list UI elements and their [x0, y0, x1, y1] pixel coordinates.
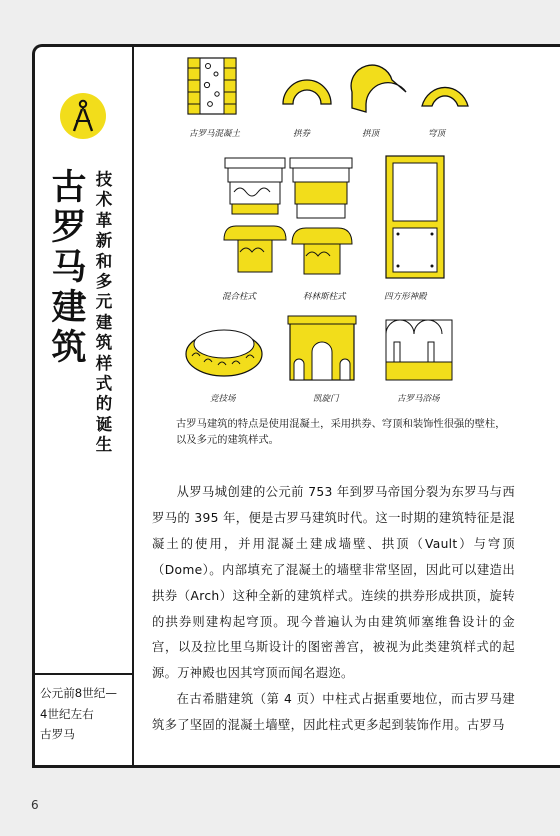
label-bath: 古罗马浴场 [397, 394, 440, 404]
square-temple-plan-illustration [386, 156, 444, 278]
body-text [152, 480, 515, 739]
era-line-3: 古罗马 [40, 727, 75, 741]
label-vault: 拱顶 [362, 129, 380, 139]
era-line-2: 4世纪左右 [40, 706, 94, 721]
arch-illustration [283, 80, 331, 104]
paragraph-1: 从罗马城创建的公元前 753 年到罗马帝国分裂为东罗马与西罗马的 395 年，便是古罗马建筑时代。这一时期的建筑特征是混凝土的使用，并用混凝土建成墙壁、拱顶（Vault）与穹顶（Dome）。内部填充了混凝土的墙壁非常坚固，因此可以建造出拱券（Arch）这种全新的建筑样式。连续的拱券形成拱顶，旋转的拱券则建构起穹顶。现今普遍认为由建筑师塞维鲁设计的金宫，以及拉比里乌斯设计的图密善宫，被视为此类建筑样式的起源。万神殿也因其穹顶而闻名遐迩。 [152, 485, 515, 681]
roman-bath-illustration [386, 320, 452, 380]
label-colosseum: 竞技场 [210, 394, 236, 404]
label-composite-order: 混合柱式 [222, 292, 257, 302]
label-corinthian-order: 科林斯柱式 [303, 292, 346, 302]
era-info [40, 683, 130, 745]
drafting-compass-icon [68, 99, 98, 133]
compass-badge [60, 93, 106, 139]
vault-illustration [351, 65, 406, 112]
paragraph-2: 在古希腊建筑（第 4 页）中柱式占据重要地位，而古罗马建筑多了坚固的混凝土墙壁，因此柱式更多起到装饰作用。古罗马 [152, 692, 515, 733]
sidebar [32, 44, 134, 765]
concrete-wall-illustration [188, 58, 236, 114]
triumphal-arch-illustration [288, 316, 356, 380]
era-line-1: 公元前8世纪— [40, 686, 117, 700]
dome-illustration [422, 87, 468, 106]
corinthian-column-illustration [290, 158, 352, 274]
label-dome: 穹顶 [428, 129, 446, 139]
label-concrete: 古罗马混凝土 [189, 129, 241, 139]
architecture-illustrations [180, 52, 480, 412]
composite-column-illustration [224, 158, 286, 272]
label-temple: 四方形神殿 [384, 292, 427, 302]
page-subtitle: 技术革新和多元建筑样式的诞生 [95, 170, 113, 455]
label-arch: 拱券 [293, 129, 311, 139]
image-caption: 古罗马建筑的特点是使用混凝土，采用拱券、穹顶和装饰性很强的壁柱，以及多元的建筑样式。 [176, 418, 506, 446]
colosseum-illustration [186, 330, 262, 376]
label-triumphal-arch: 凯旋门 [313, 394, 339, 404]
page-title: 古罗马建筑 [51, 168, 87, 368]
page-number: 6 [31, 798, 39, 812]
